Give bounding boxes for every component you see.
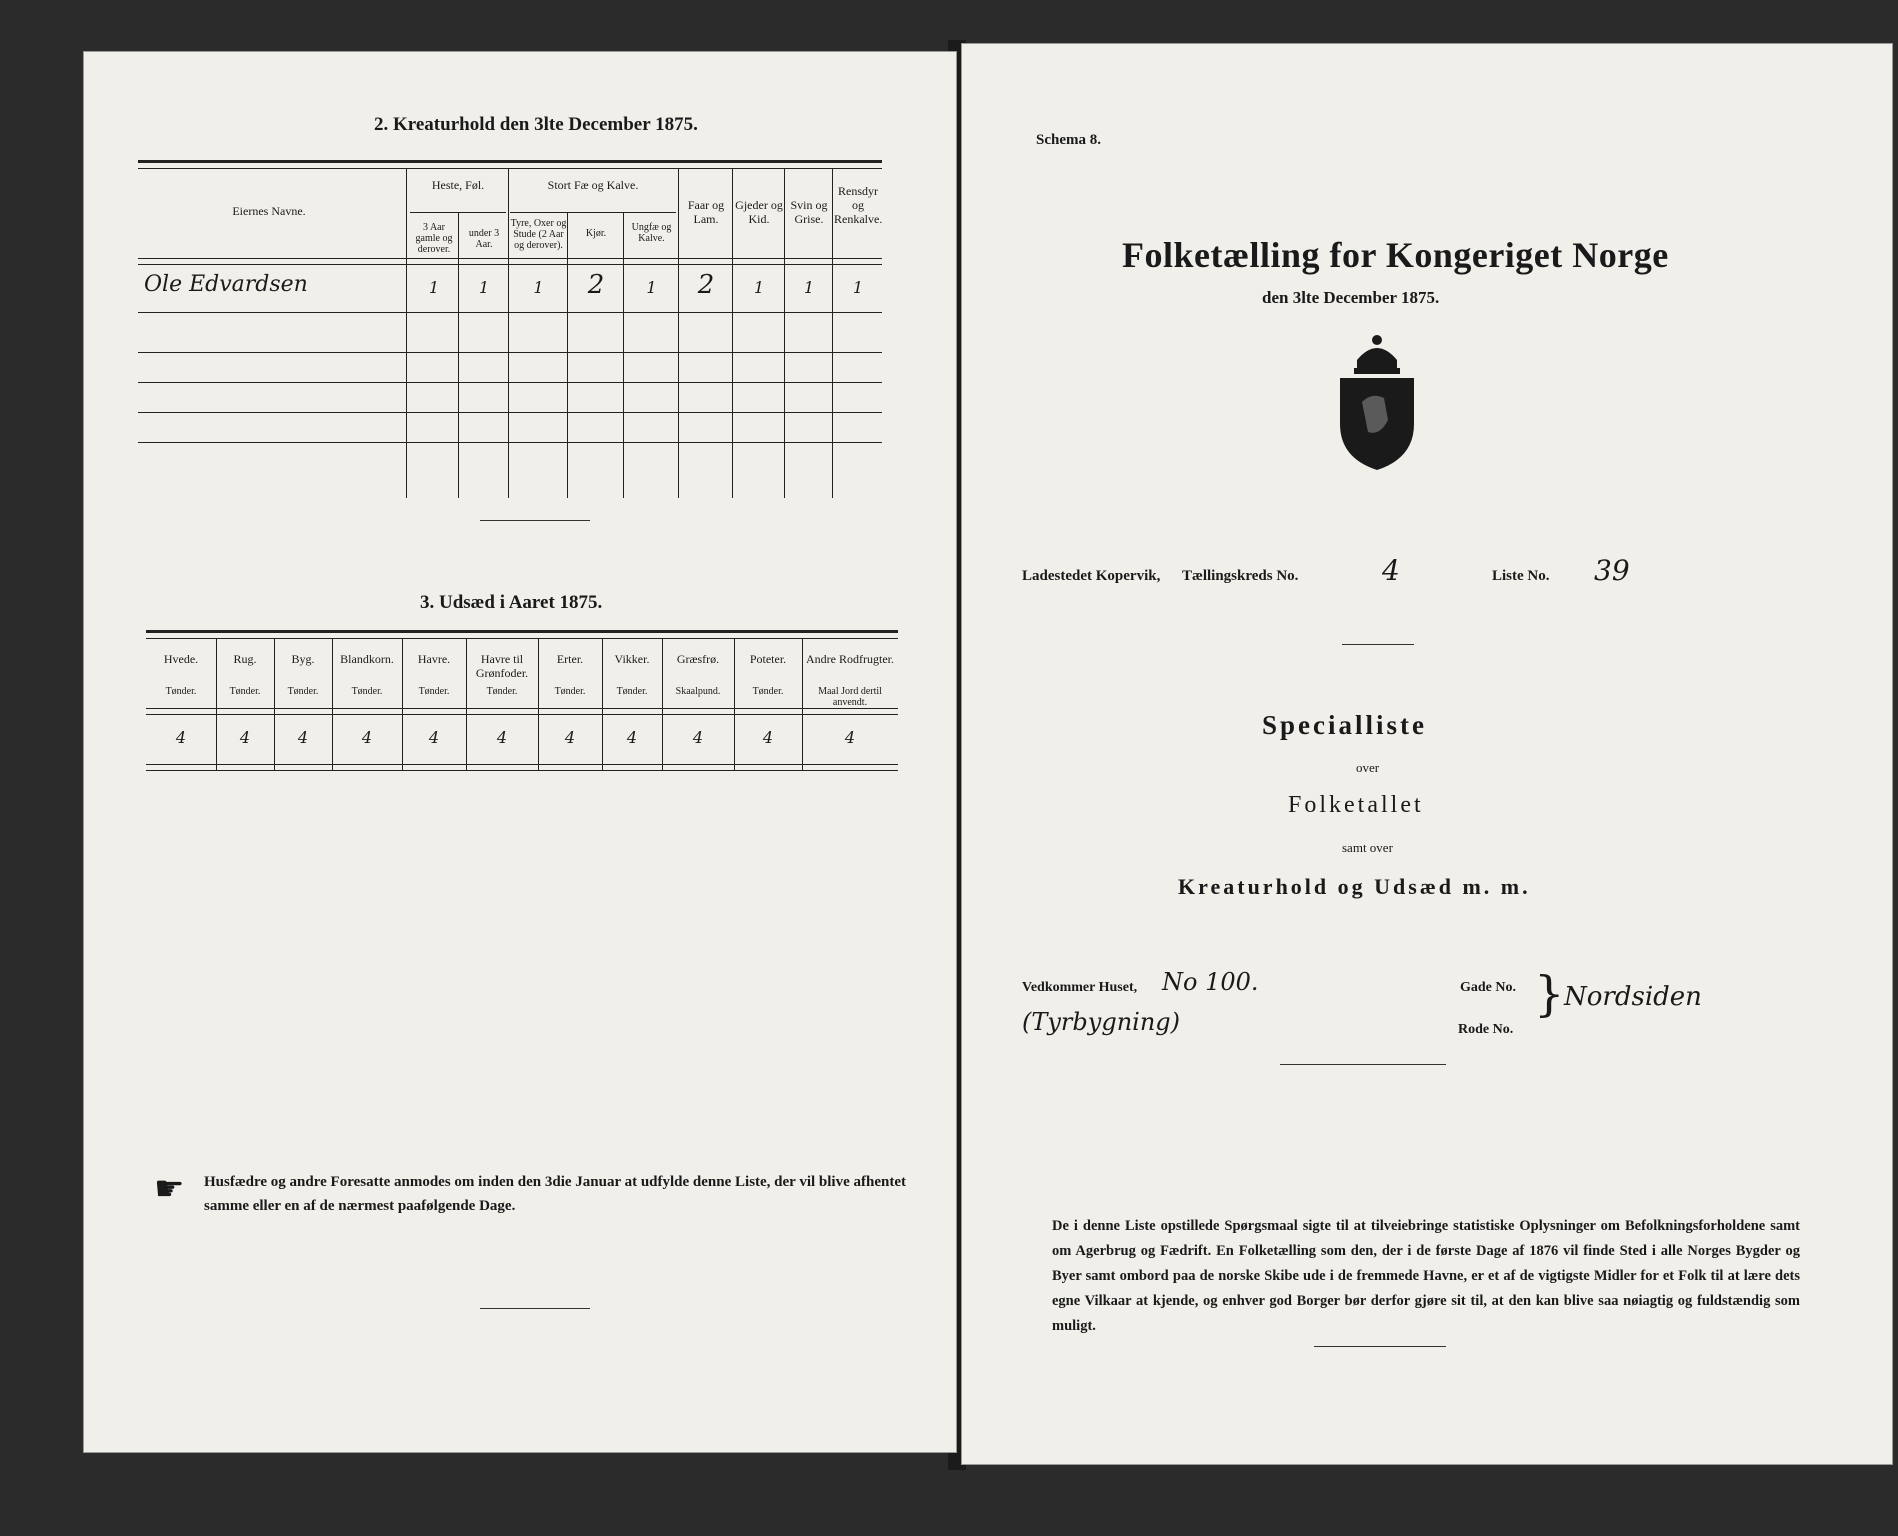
coat-of-arms-icon bbox=[1332, 332, 1422, 472]
table2-col-line bbox=[732, 168, 733, 498]
table3-header-6: Erter. bbox=[556, 652, 584, 666]
heste2-cell: 1 bbox=[478, 278, 490, 297]
separator-rule bbox=[480, 520, 590, 521]
schema-label: Schema 8. bbox=[1036, 132, 1101, 148]
table3-value-2: 4 bbox=[297, 728, 309, 747]
stort-sub-rule bbox=[510, 212, 676, 213]
table2-bottom-rule bbox=[138, 442, 882, 443]
heste-header: Heste, Føl. bbox=[431, 178, 485, 192]
rode-label: Rode No. bbox=[1458, 1022, 1514, 1037]
section2-title: 2. Kreaturhold den 3lte December 1875. bbox=[374, 114, 698, 135]
separator-rule-bottom bbox=[480, 1308, 590, 1309]
stort-header: Stort Fæ og Kalve. bbox=[547, 178, 639, 192]
right-page bbox=[962, 44, 1892, 1464]
table2-top-rule2 bbox=[138, 168, 882, 169]
rensdyr-cell: 1 bbox=[852, 278, 864, 297]
table3-value-4: 4 bbox=[428, 728, 440, 747]
table3-value-1: 4 bbox=[239, 728, 251, 747]
table2-col-line bbox=[458, 212, 459, 498]
kreds-label: Tællingskreds No. bbox=[1182, 568, 1299, 584]
table3-top-rule2 bbox=[146, 638, 898, 639]
table2-row-rule bbox=[138, 312, 882, 313]
stort-sub2: Kjør. bbox=[585, 228, 607, 239]
liste-label: Liste No. bbox=[1492, 568, 1550, 584]
mid-rule bbox=[1280, 1064, 1446, 1065]
notice-text: Husfædre og andre Foresatte anmodes om inden den 3die Januar at udfylde denne Liste, der vil blive afhentet samme eller en af de nærmest paafølgende Dage. bbox=[204, 1174, 906, 1214]
table3-header-0: Hvede. bbox=[163, 652, 199, 666]
owner-name-cell: Ole Edvardsen bbox=[144, 272, 308, 297]
table3-header-1: Rug. bbox=[233, 652, 257, 666]
table2-col-line bbox=[567, 212, 568, 498]
vedkommer-value: No 100. bbox=[1162, 968, 1259, 996]
table3-unit-9: Tønder. bbox=[752, 686, 784, 697]
table3-value-6: 4 bbox=[564, 728, 576, 747]
table3-header-9: Poteter. bbox=[749, 652, 787, 666]
specialliste-title: Specialliste bbox=[1262, 710, 1427, 740]
gjeder-cell: 1 bbox=[753, 278, 765, 297]
rensdyr-header: Rensdyr og Renkalve. bbox=[834, 184, 883, 226]
section3-title: 3. Udsæd i Aaret 1875. bbox=[420, 592, 603, 613]
stort2-cell: 2 bbox=[587, 270, 605, 300]
table3-bottom-rule2 bbox=[146, 770, 898, 771]
main-date: den 3lte December 1875. bbox=[1262, 288, 1440, 307]
vedkommer-note: (Tyrbygning) bbox=[1022, 1008, 1181, 1036]
kreds-value: 4 bbox=[1382, 554, 1400, 587]
table2-header-rule bbox=[138, 258, 882, 259]
liste-value: 39 bbox=[1594, 554, 1630, 587]
table3-header-8: Græsfrø. bbox=[676, 652, 720, 666]
table2-row-rule bbox=[138, 382, 882, 383]
table2-col-line bbox=[406, 168, 407, 498]
short-rule bbox=[1342, 644, 1414, 645]
svin-cell: 1 bbox=[803, 278, 815, 297]
table3-unit-1: Tønder. bbox=[229, 686, 261, 697]
kreaturhold-title: Kreaturhold og Udsæd m. m. bbox=[1178, 874, 1531, 899]
table3-unit-5: Tønder. bbox=[486, 686, 518, 697]
table3-value-5: 4 bbox=[496, 728, 508, 747]
table2-col-line bbox=[623, 212, 624, 498]
table3-unit-4: Tønder. bbox=[418, 686, 450, 697]
faar-header: Faar og Lam. bbox=[687, 198, 725, 226]
table2-col-line bbox=[832, 168, 833, 498]
table3-unit-3: Tønder. bbox=[351, 686, 383, 697]
heste-sub1: 3 Aar gamle og derover. bbox=[415, 222, 453, 255]
table3-header-3: Blandkorn. bbox=[340, 652, 394, 666]
bottom-rule bbox=[1314, 1346, 1446, 1347]
table3-unit-0: Tønder. bbox=[165, 686, 197, 697]
gjeder-header: Gjeder og Kid. bbox=[735, 198, 783, 226]
table3-unit-7: Tønder. bbox=[616, 686, 648, 697]
table2-row-rule bbox=[138, 352, 882, 353]
table3-unit-10: Maal Jord dertil anvendt. bbox=[818, 686, 882, 708]
brace-mark: } bbox=[1534, 966, 1565, 1022]
table2-top-rule bbox=[138, 160, 882, 163]
gade-value: Nordsiden bbox=[1564, 982, 1702, 1012]
table2-row-rule bbox=[138, 412, 882, 413]
owner-header: Eiernes Navne. bbox=[232, 204, 306, 218]
table3-header-4: Havre. bbox=[417, 652, 451, 666]
table3-header-rule bbox=[146, 708, 898, 709]
table3-value-7: 4 bbox=[626, 728, 638, 747]
left-page bbox=[84, 52, 956, 1452]
table2-header-rule2 bbox=[138, 264, 882, 265]
folketallet-title: Folketallet bbox=[1288, 792, 1424, 818]
vedkommer-label: Vedkommer Huset, bbox=[1022, 980, 1138, 995]
table3-value-3: 4 bbox=[361, 728, 373, 747]
ladested-label: Ladestedet Kopervik, bbox=[1022, 568, 1161, 584]
table3-value-9: 4 bbox=[762, 728, 774, 747]
gade-label: Gade No. bbox=[1460, 980, 1516, 995]
table3-value-0: 4 bbox=[175, 728, 187, 747]
over-label: over bbox=[1356, 760, 1380, 775]
heste1-cell: 1 bbox=[428, 278, 440, 297]
pointing-hand-icon: ☛ bbox=[154, 1169, 185, 1209]
heste-sub2: under 3 Aar. bbox=[468, 228, 500, 250]
main-title: Folketælling for Kongeriget Norge bbox=[1122, 235, 1669, 275]
table3-header-10: Andre Rodfrugter. bbox=[806, 652, 894, 666]
table2-col-line bbox=[784, 168, 785, 498]
table3-bottom-rule bbox=[146, 764, 898, 765]
stort3-cell: 1 bbox=[646, 278, 657, 297]
stort-sub1: Tyre, Oxer og Stude (2 Aar og derover). bbox=[510, 218, 567, 251]
stort-sub3: Ungfæ og Kalve. bbox=[631, 222, 672, 244]
faar-cell: 2 bbox=[697, 270, 715, 300]
table3-header-7: Vikker. bbox=[614, 652, 650, 666]
table2-col-line bbox=[678, 168, 679, 498]
table2-col-line bbox=[508, 168, 509, 498]
svin-header: Svin og Grise. bbox=[790, 198, 828, 226]
stort1-cell: 1 bbox=[533, 278, 544, 297]
table3-value-10: 4 bbox=[844, 728, 856, 747]
table3-unit-6: Tønder. bbox=[554, 686, 586, 697]
table3-header-rule2 bbox=[146, 714, 898, 715]
table3-header-2: Byg. bbox=[291, 652, 315, 666]
table3-value-8: 4 bbox=[692, 728, 704, 747]
table3-top-rule bbox=[146, 630, 898, 633]
table3-unit-8: Skaalpund. bbox=[675, 686, 721, 697]
table3-header-5: Havre til Grønfoder. bbox=[475, 652, 529, 680]
footer-paragraph: De i denne Liste opstillede Spørgsmaal sigte til at tilveiebringe statistiske Oplysninger om Befolkningsforholdene samt om Agerbrug og Fædrift. En Folketælling som den, der i de første Dage af 1876 vil finde Sted i alle Norges Bygder og Byer samt ombord paa de norske Skibe ude i de fremmede Havne, er et af de vigtigste Midler for et Folk til at lære dets egne Vilkaar at kjende, og enhver god Borger bør derfor gjøre sit til, at den kan blive saa nøiagtig og fuldstændig som muligt. bbox=[1052, 1218, 1800, 1334]
table3-unit-2: Tønder. bbox=[287, 686, 319, 697]
samt-over-label: samt over bbox=[1342, 840, 1393, 855]
